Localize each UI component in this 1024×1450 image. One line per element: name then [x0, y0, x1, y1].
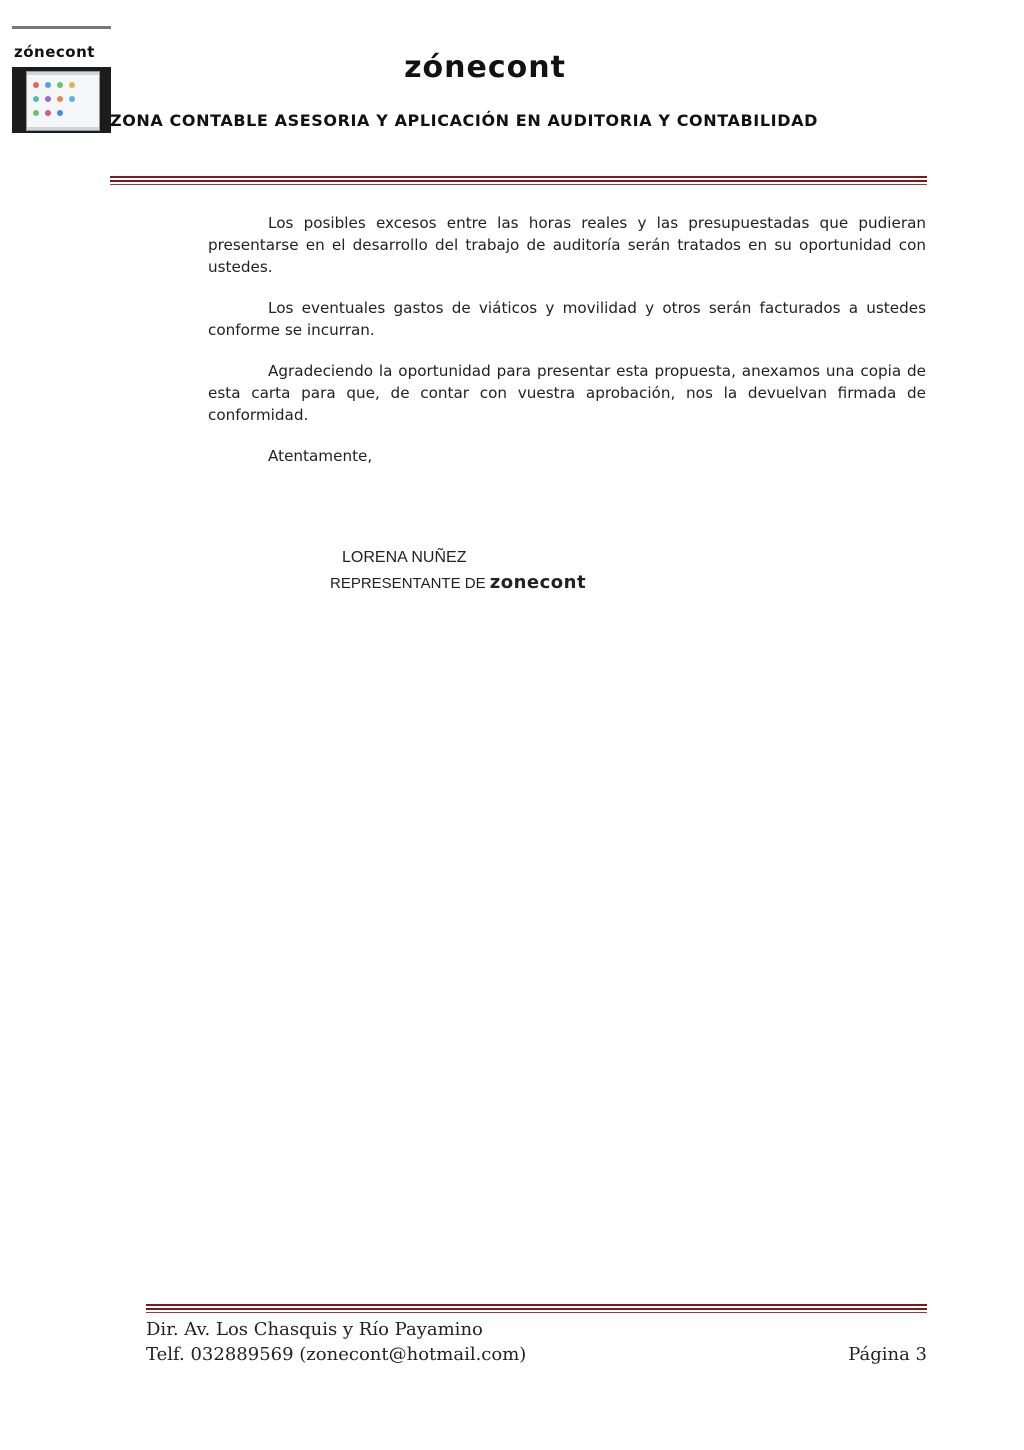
footer — [146, 1317, 927, 1367]
footer-contact: Telf. 032889569 (zonecont@hotmail.com) — [146, 1344, 527, 1365]
signer-role-prefix: REPRESENTANTE DE — [330, 575, 486, 592]
paragraph-gastos: Los eventuales gastos de viáticos y movilidad y otros serán facturados a ustedes conforme se incurran. — [208, 299, 926, 339]
footer-divider — [146, 1304, 927, 1314]
signer-role-brand: zonecont — [489, 572, 587, 593]
thumbnail-icon — [33, 96, 39, 102]
letter-body — [208, 212, 926, 486]
thumbnail-icon — [45, 110, 51, 116]
brand-title: zónecont — [404, 50, 566, 85]
tagline: ZONA CONTABLE ASESORIA Y APLICACIÓN EN AUDITORIA Y CONTABILIDAD — [110, 111, 818, 130]
page-number: Página 3 — [848, 1344, 927, 1365]
thumbnail-icon — [69, 96, 75, 102]
thumbnail-icon — [45, 96, 51, 102]
thumbnail-icon — [33, 110, 39, 116]
header-divider — [110, 176, 927, 186]
paragraph-agradecimiento: Agradeciendo la oportunidad para presentar esta propuesta, anexamos una copia de esta carta para que, de contar con vuestra aprobación, nos la devuelvan firmada de conformidad. — [208, 362, 926, 424]
signer-role — [330, 572, 586, 593]
signer-name: LORENA NUÑEZ — [342, 549, 467, 566]
thumbnail-icon — [57, 96, 63, 102]
closing: Atentamente, — [268, 447, 373, 465]
thumbnail-taskbar — [27, 127, 99, 130]
footer-address: Dir. Av. Los Chasquis y Río Payamino — [146, 1319, 483, 1340]
thumbnail-icon — [57, 110, 63, 116]
paragraph-excesos: Los posibles excesos entre las horas reales y las presupuestadas que pudieran presentarse en el desarrollo del trabajo de auditoría serán tratados en su oportunidad con ustedes. — [208, 214, 926, 276]
logo-text: zónecont — [14, 43, 95, 61]
